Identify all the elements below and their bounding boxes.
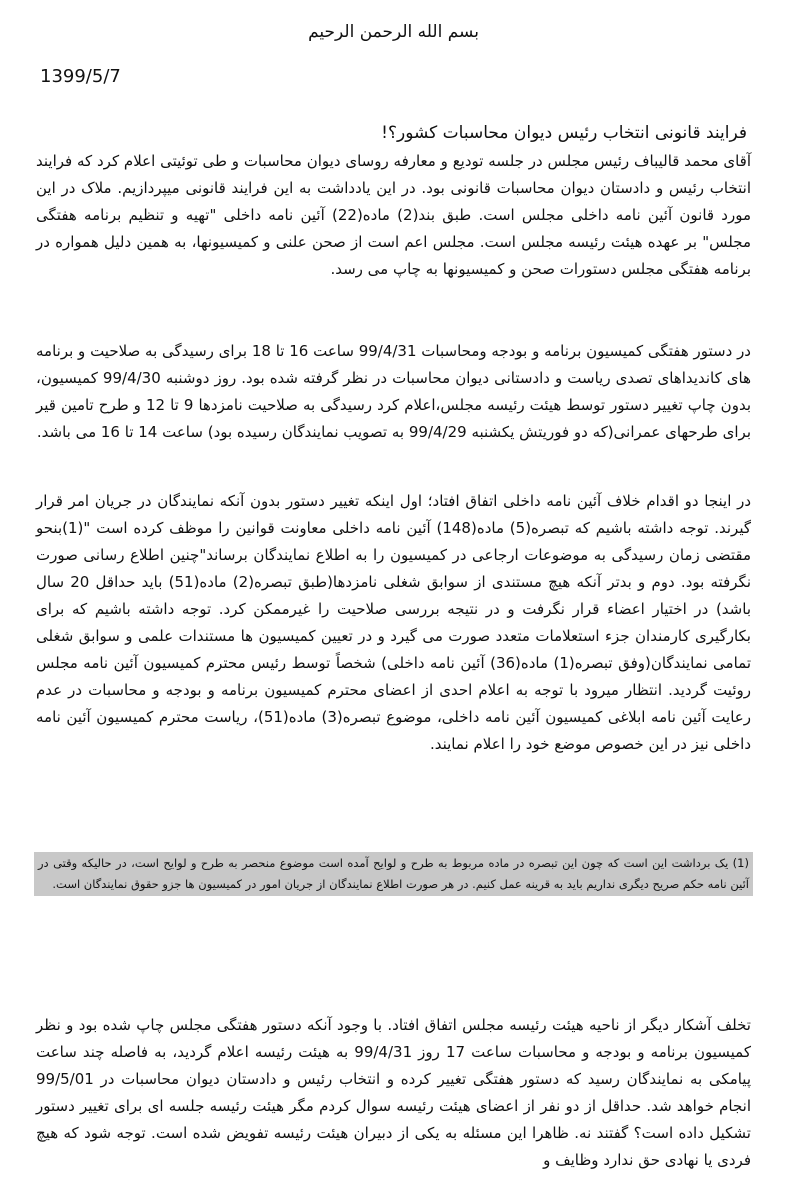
bismillah-heading: بسم الله الرحمن الرحیم (308, 22, 479, 42)
paragraph-4: تخلف آشکار دیگر از ناحیه هیئت رئیسه مجلس اتفاق افتاد. با وجود آنکه دستور هفتگی مجلس چاپ شده بود و نظر کمیسیون برنامه و بودجه و محاسبات ساعت 17 روز 99/4/31 به هیئت رئیسه اعلام گردید، به فاصله چند ساعت پیامکی به نمایندگان رسید که دستور هفتگی تغییر کرده و انتخاب رئیس و دادستان دیوان محاسبات در 99/5/01 انجام خواهد شد. حداقل از دو نفر از اعضای هیئت رئیسه سوال کردم مگر هیئت رئیسه جلسه ای برای تغییر دستور تشکیل داده است؟ گفتند نه. ظاهرا این مسئله به یکی از دبیران هیئت رئیسه تفویض شده است. توجه شود که هیچ فردی یا نهادی حق ندارد وظایف و (36, 1016, 751, 1169)
paragraph-2: در دستور هفتگی کمیسیون برنامه و بودجه ومحاسبات 99/4/31 ساعت 16 تا 18 برای رسیدگی به صلاحیت و برنامه های کاندیداهای تصدی ریاست و دادستانی دیوان محاسبات در نظر گرفته شده بود. روز دوشنبه 99/4/30 کمیسیون، بدون چاپ تغییر دستور توسط هیئت رئیسه مجلس،اعلام کرد رسیدگی به صلاحیت نامزدها 9 تا 12 و طرح تامین قیر برای طرحهای عمرانی(که دو فوریتش یکشنبه 99/4/29 به تصویب نمایندگان رسیده بود) ساعت 14 تا 16 می باشد. (36, 342, 751, 441)
paragraph-3: در اینجا دو اقدام خلاف آئین نامه داخلی اتفاق افتاد؛ اول اینکه تغییر دستور بدون آنکه نمایندگان در جریان امر قرار گیرند. توجه داشته باشیم که تبصره(5) ماده(148) آئین نامه داخلی معاونت قوانین را موظف کرده است "(1)بنحو مقتضی زمان رسیدگی به موضوعات ارجاعی در کمیسیون را به اطلاع نمایندگان برساند"چنین اطلاع رسانی صورت نگرفته بود. دوم و بدتر آنکه هیچ مستندی از سوابق شغلی نامزدها(طبق تبصره(2) ماده(51) باید حداقل 20 سال باشد) در اختیار اعضاء قرار نگرفت و در نتیجه بررسی صلاحیت را غیرممکن کرد. توجه داشته باشیم که برای بکارگیری کارمندان جزء استعلامات متعدد صورت می گیرد و در تعیین کمیسیون ها مستندات علمی و سوابق شغلی تمامی نمایندگان(وفق تبصره(1) ماده(36) آئین نامه داخلی) شخصاً توسط رئیس محترم کمیسیون آئین نامه مجلس روئیت گردید. انتظار میرود با توجه به اعلام احدی از اعضای محترم کمیسیون برنامه و بودجه و محاسبات در عدم رعایت آئین نامه ابلاغی کمیسیون آئین نامه داخلی، موضوع تبصره(3) ماده(51)، ریاست محترم کمیسیون آئین نامه داخلی نیز در این خصوص موضع خود را اعلام نمایند. (36, 492, 751, 753)
footnote: (1) یک برداشت این است که چون این تبصره در ماده مربوط به طرح و لوایح آمده است موضوع منحصر به طرح و لوایح است، در حالیکه وقتی در آئین نامه حکم صریح دیگری نداریم باید به قرینه عمل کنیم. در هر صورت اطلاع نمایندگان از جریان امور در کمیسیون ها جزو حقوق نمایندگان است. (34, 852, 753, 896)
document-date: 1399/5/7 (40, 66, 121, 87)
document-title: فرایند قانونی انتخاب رئیس دیوان محاسبات کشور؟! (381, 123, 747, 144)
paragraph-1: آقای محمد قالیباف رئیس مجلس در جلسه تودیع و معارفه روسای دیوان محاسبات و طی توئیتی اعلام کرد که فرایند انتخاب رئیس و دادستان دیوان محاسبات قانونی بود. در این یادداشت به این فرایند قانونی میپردازیم. ملاک در این مورد قانون آئین نامه داخلی مجلس است. طبق بند(2) ماده(22) آئین نامه داخلی "تهیه و تنظیم برنامه هفتگی مجلس" بر عهده هیئت رئیسه مجلس است. مجلس اعم است از صحن علنی و کمیسیونها، به همین دلیل همواره در برنامه هفتگی مجلس دستورات صحن و کمیسیونها به چاپ می رسد. (36, 152, 751, 278)
